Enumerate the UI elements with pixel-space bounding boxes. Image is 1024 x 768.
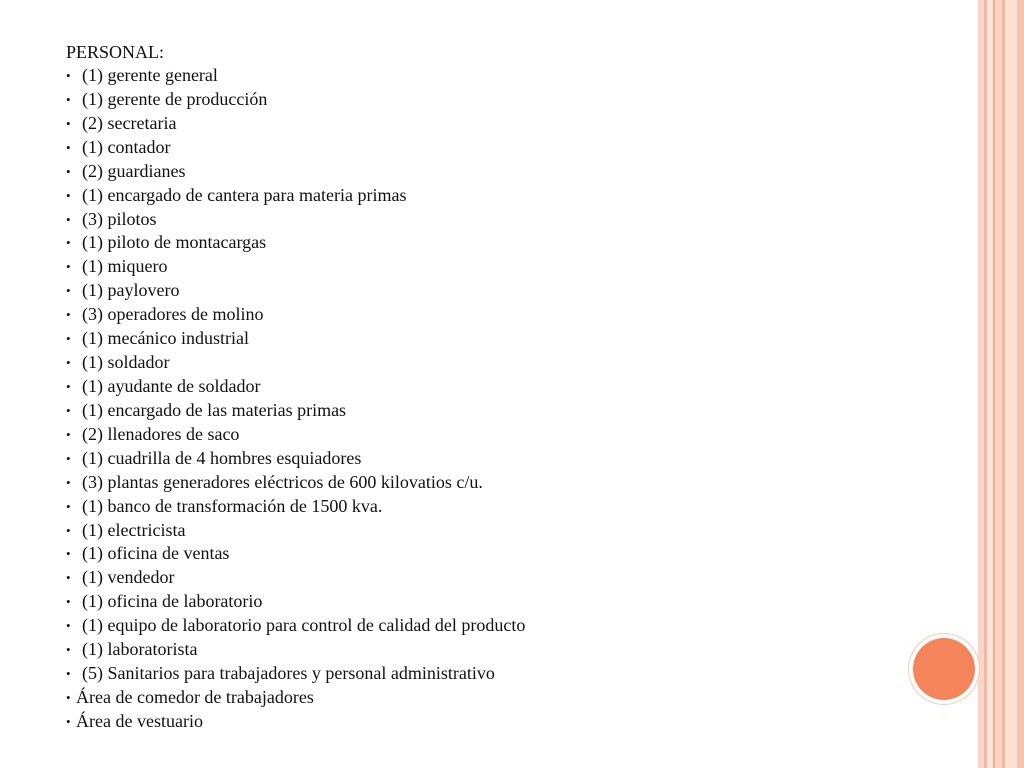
list-item-text: (1) gerente de producción bbox=[82, 88, 268, 109]
list-item bbox=[66, 231, 946, 255]
bullet-icon: • bbox=[66, 68, 71, 83]
list-item bbox=[66, 327, 946, 351]
bullet-icon: • bbox=[66, 115, 71, 131]
bullet-icon: • bbox=[66, 378, 71, 394]
bullet-icon: • bbox=[66, 642, 71, 658]
list-item bbox=[66, 495, 946, 519]
slide-heading: PERSONAL: bbox=[66, 42, 165, 62]
list-item bbox=[66, 375, 946, 399]
list-item bbox=[66, 471, 946, 495]
list-item-text: (1) ayudante de soldador bbox=[82, 375, 261, 396]
list-item bbox=[66, 136, 946, 160]
list-item-text: (1) miquero bbox=[82, 256, 168, 277]
list-item-text: (3) plantas generadores eléctricos de 600 kilovatios c/u. bbox=[82, 471, 483, 492]
bullet-icon: • bbox=[66, 163, 71, 179]
list-item bbox=[66, 519, 946, 543]
bullet-icon: • bbox=[66, 666, 71, 682]
slide-content bbox=[66, 40, 946, 734]
bullet-icon: • bbox=[66, 235, 71, 251]
list-item bbox=[66, 399, 946, 423]
list-item-text: (1) oficina de laboratorio bbox=[82, 591, 263, 612]
list-item bbox=[66, 88, 946, 112]
list-item-text: (1) mecánico industrial bbox=[82, 328, 249, 349]
bullet-icon: • bbox=[66, 498, 71, 514]
bullet-icon: • bbox=[66, 211, 71, 227]
bullet-icon: • bbox=[66, 402, 71, 418]
list-item bbox=[66, 64, 946, 88]
bullet-icon: • bbox=[66, 546, 71, 562]
bullet-icon: • bbox=[66, 594, 71, 610]
list-item bbox=[66, 184, 946, 208]
list-item bbox=[66, 303, 946, 327]
list-item-text: (1) encargado de cantera para materia primas bbox=[82, 184, 407, 205]
list-item-text: (1) soldador bbox=[82, 352, 170, 373]
list-item bbox=[66, 208, 946, 232]
bullet-icon: • bbox=[66, 522, 71, 538]
list-item bbox=[66, 662, 946, 686]
bullet-icon: • bbox=[66, 259, 71, 275]
list-item bbox=[66, 638, 946, 662]
bullet-icon: • bbox=[66, 450, 71, 466]
list-item-text: (2) llenadores de saco bbox=[82, 423, 240, 444]
bullet-icon: • bbox=[66, 139, 71, 155]
list-item-text: Área de comedor de trabajadores bbox=[76, 686, 314, 707]
list-item bbox=[66, 686, 946, 710]
decor-stripe bbox=[995, 0, 1002, 768]
bullet-icon: • bbox=[66, 713, 71, 729]
list-item-text: (5) Sanitarios para trabajadores y personal administrativo bbox=[82, 663, 495, 684]
list-item-text: (1) oficina de ventas bbox=[82, 543, 230, 564]
list-item bbox=[66, 542, 946, 566]
bullet-icon: • bbox=[66, 355, 71, 371]
bullet-icon: • bbox=[66, 91, 71, 107]
list-item-text: (3) operadores de molino bbox=[82, 304, 264, 325]
list-item bbox=[66, 423, 946, 447]
list-item bbox=[66, 112, 946, 136]
list-item bbox=[66, 351, 946, 375]
list-item-text: (2) guardianes bbox=[82, 160, 186, 181]
bullet-icon: • bbox=[66, 689, 71, 705]
list-item-text: (2) secretaria bbox=[82, 112, 177, 133]
list-item bbox=[66, 566, 946, 590]
list-item-text: (1) vendedor bbox=[82, 567, 175, 588]
list-item-text: (1) banco de transformación de 1500 kva. bbox=[82, 495, 383, 516]
decor-stripe bbox=[1017, 0, 1024, 768]
bullet-icon: • bbox=[66, 618, 71, 634]
bullet-icon: • bbox=[66, 426, 71, 442]
bullet-icon: • bbox=[66, 307, 71, 323]
list-item bbox=[66, 255, 946, 279]
list-item-text: (1) contador bbox=[82, 136, 171, 157]
bullet-icon: • bbox=[66, 187, 71, 203]
bullet-icon: • bbox=[66, 283, 71, 299]
list-item-text: (1) equipo de laboratorio para control de calidad del producto bbox=[82, 615, 526, 636]
list-item-text: (1) cuadrilla de 4 hombres esquiadores bbox=[82, 447, 362, 468]
list-item-text: (1) laboratorista bbox=[82, 639, 198, 660]
personnel-list bbox=[66, 64, 946, 734]
bullet-icon: • bbox=[66, 570, 71, 586]
list-item-text: Área de vestuario bbox=[76, 710, 203, 731]
list-item-text: (3) pilotos bbox=[82, 208, 157, 229]
list-item bbox=[66, 614, 946, 638]
list-item bbox=[66, 710, 946, 734]
list-item bbox=[66, 590, 946, 614]
list-item-text: (1) electricista bbox=[82, 519, 186, 540]
list-item bbox=[66, 279, 946, 303]
list-item-text: (1) encargado de las materias primas bbox=[82, 399, 347, 420]
list-item bbox=[66, 160, 946, 184]
decor-stripe bbox=[1005, 0, 1017, 768]
list-item-text: (1) piloto de montacargas bbox=[82, 232, 267, 253]
bullet-icon: • bbox=[66, 331, 71, 347]
list-item bbox=[66, 447, 946, 471]
list-item-text: (1) gerente general bbox=[82, 65, 218, 85]
bullet-icon: • bbox=[66, 474, 71, 490]
list-item-text: (1) paylovero bbox=[82, 280, 180, 301]
